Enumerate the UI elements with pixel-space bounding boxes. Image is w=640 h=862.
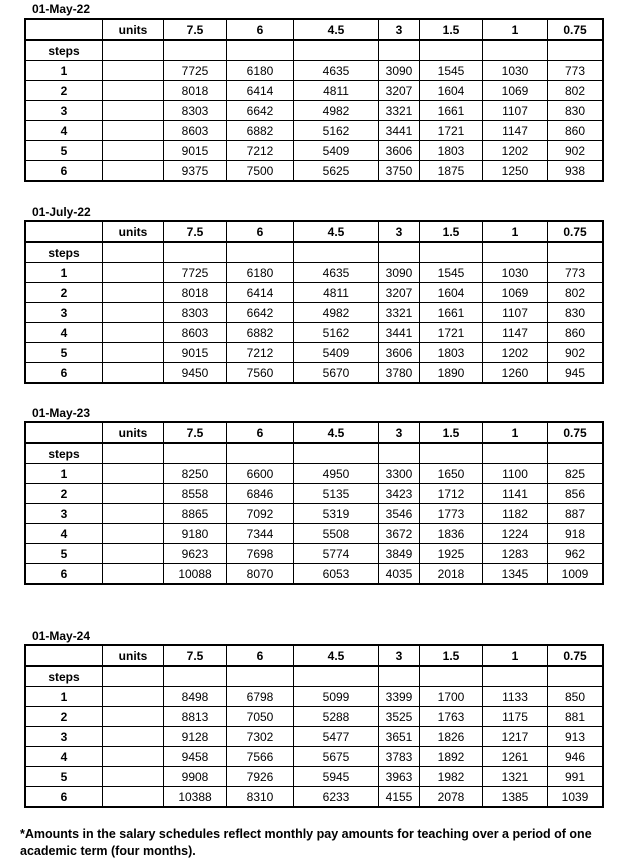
pay-cell: 5675 [294,747,379,767]
pay-cell: 8603 [164,121,227,141]
column-header: 7.5 [164,422,227,443]
pay-cell: 3606 [379,343,420,363]
column-header: 4.5 [294,645,379,666]
pay-cell: 4035 [379,564,420,585]
steps-label: steps [25,666,103,687]
table-row [25,787,603,808]
pay-cell: 6600 [227,464,294,484]
column-header: 4.5 [294,221,379,242]
table-row [25,161,603,182]
pay-cell: 1030 [483,61,548,81]
pay-cell: 1133 [483,687,548,707]
pay-cell: 1261 [483,747,548,767]
step-number: 2 [25,707,103,727]
pay-cell: 802 [548,283,604,303]
pay-cell: 860 [548,121,604,141]
pay-cell: 4982 [294,303,379,323]
column-header: 1.5 [420,645,483,666]
pay-cell: 5774 [294,544,379,564]
pay-cell: 6798 [227,687,294,707]
pay-cell: 7500 [227,161,294,182]
pay-cell: 938 [548,161,604,182]
pay-cell: 3780 [379,363,420,384]
pay-cell: 6180 [227,61,294,81]
pay-cell: 3090 [379,263,420,283]
pay-cell: 9458 [164,747,227,767]
table-row [25,101,603,121]
pay-cell: 5409 [294,343,379,363]
pay-cell: 1260 [483,363,548,384]
pay-cell: 6414 [227,81,294,101]
steps-label: steps [25,242,103,263]
pay-cell: 830 [548,303,604,323]
column-header: 0.75 [548,645,604,666]
pay-cell: 1661 [420,101,483,121]
pay-cell: 1925 [420,544,483,564]
pay-cell: 1604 [420,81,483,101]
units-label: units [103,645,164,666]
step-number: 2 [25,81,103,101]
pay-cell: 1009 [548,564,604,585]
step-number: 4 [25,323,103,343]
pay-cell: 9128 [164,727,227,747]
pay-cell: 6053 [294,564,379,585]
step-number: 2 [25,484,103,504]
column-header: 1.5 [420,422,483,443]
pay-cell: 802 [548,81,604,101]
column-header: 4.5 [294,422,379,443]
column-header: 7.5 [164,221,227,242]
schedule-date: 01-May-24 [32,629,91,643]
pay-cell: 856 [548,484,604,504]
pay-cell: 1107 [483,303,548,323]
pay-cell: 4950 [294,464,379,484]
pay-cell: 1147 [483,323,548,343]
pay-cell: 1763 [420,707,483,727]
pay-cell: 2078 [420,787,483,808]
pay-cell: 3207 [379,81,420,101]
pay-cell: 3321 [379,101,420,121]
step-number: 5 [25,343,103,363]
pay-cell: 887 [548,504,604,524]
column-header: 7.5 [164,19,227,40]
pay-cell: 6180 [227,263,294,283]
step-number: 3 [25,727,103,747]
column-header: 3 [379,422,420,443]
pay-cell: 945 [548,363,604,384]
pay-cell: 1773 [420,504,483,524]
pay-cell: 7560 [227,363,294,384]
table-row [25,263,603,283]
pay-cell: 3300 [379,464,420,484]
pay-cell: 1107 [483,101,548,121]
pay-cell: 6414 [227,283,294,303]
salary-schedule-table [24,220,604,384]
corner-cell [25,221,103,242]
pay-cell: 4635 [294,263,379,283]
pay-cell: 5477 [294,727,379,747]
step-number: 2 [25,283,103,303]
step-number: 1 [25,464,103,484]
pay-cell: 5162 [294,121,379,141]
pay-cell: 5099 [294,687,379,707]
table-row [25,283,603,303]
step-number: 5 [25,544,103,564]
pay-cell: 830 [548,101,604,121]
pay-cell: 1385 [483,787,548,808]
step-number: 3 [25,101,103,121]
pay-cell: 10088 [164,564,227,585]
pay-cell: 3321 [379,303,420,323]
pay-cell: 1030 [483,263,548,283]
pay-cell: 10388 [164,787,227,808]
pay-cell: 1661 [420,303,483,323]
header-row [25,645,603,666]
pay-cell: 946 [548,747,604,767]
pay-cell: 3441 [379,121,420,141]
pay-cell: 1545 [420,263,483,283]
pay-cell: 7725 [164,263,227,283]
table-row [25,524,603,544]
units-label: units [103,221,164,242]
pay-cell: 6882 [227,121,294,141]
pay-cell: 1039 [548,787,604,808]
pay-cell: 1803 [420,141,483,161]
column-header: 1.5 [420,221,483,242]
table-row [25,707,603,727]
pay-cell: 8603 [164,323,227,343]
steps-label: steps [25,40,103,61]
table-row [25,504,603,524]
corner-cell [25,422,103,443]
pay-cell: 3423 [379,484,420,504]
pay-cell: 902 [548,343,604,363]
table-row [25,687,603,707]
step-number: 3 [25,303,103,323]
pay-cell: 6642 [227,101,294,121]
table-row [25,727,603,747]
pay-cell: 3651 [379,727,420,747]
column-header: 0.75 [548,422,604,443]
pay-cell: 3672 [379,524,420,544]
pay-cell: 1202 [483,141,548,161]
pay-cell: 1721 [420,121,483,141]
column-header: 3 [379,221,420,242]
pay-cell: 4811 [294,81,379,101]
table-row [25,767,603,787]
column-header: 4.5 [294,19,379,40]
pay-cell: 4635 [294,61,379,81]
table-row [25,303,603,323]
step-number: 4 [25,121,103,141]
pay-cell: 1069 [483,81,548,101]
column-header: 3 [379,19,420,40]
pay-cell: 918 [548,524,604,544]
corner-cell [25,19,103,40]
pay-cell: 5162 [294,323,379,343]
column-header: 1 [483,645,548,666]
table-row [25,343,603,363]
column-header: 1.5 [420,19,483,40]
step-number: 4 [25,747,103,767]
pay-cell: 1721 [420,323,483,343]
pay-cell: 3441 [379,323,420,343]
step-number: 5 [25,767,103,787]
pay-cell: 7092 [227,504,294,524]
footnote: *Amounts in the salary schedules reflect monthly pay amounts for teaching over a period of one academic term (four months). [20,827,592,858]
column-header: 1 [483,221,548,242]
pay-cell: 1836 [420,524,483,544]
pay-cell: 3606 [379,141,420,161]
pay-cell: 5945 [294,767,379,787]
table-row [25,747,603,767]
pay-cell: 8865 [164,504,227,524]
step-number: 3 [25,504,103,524]
step-number: 4 [25,524,103,544]
header-row [25,221,603,242]
pay-cell: 3525 [379,707,420,727]
pay-cell: 9623 [164,544,227,564]
steps-label: steps [25,443,103,464]
pay-cell: 1175 [483,707,548,727]
pay-cell: 2018 [420,564,483,585]
pay-cell: 9015 [164,343,227,363]
pay-cell: 3963 [379,767,420,787]
pay-cell: 5135 [294,484,379,504]
pay-cell: 5625 [294,161,379,182]
pay-cell: 8498 [164,687,227,707]
column-header: 3 [379,645,420,666]
pay-cell: 6642 [227,303,294,323]
pay-cell: 5508 [294,524,379,544]
pay-cell: 3207 [379,283,420,303]
table-row [25,81,603,101]
pay-cell: 1604 [420,283,483,303]
step-number: 1 [25,61,103,81]
table-row [25,323,603,343]
pay-cell: 850 [548,687,604,707]
pay-cell: 6233 [294,787,379,808]
pay-cell: 7302 [227,727,294,747]
pay-cell: 1982 [420,767,483,787]
corner-cell [25,645,103,666]
pay-cell: 1321 [483,767,548,787]
column-header: 6 [227,221,294,242]
pay-cell: 8303 [164,101,227,121]
units-label: units [103,422,164,443]
pay-cell: 1826 [420,727,483,747]
pay-cell: 1803 [420,343,483,363]
pay-cell: 7050 [227,707,294,727]
pay-cell: 7566 [227,747,294,767]
pay-cell: 1345 [483,564,548,585]
pay-cell: 8070 [227,564,294,585]
pay-cell: 7212 [227,343,294,363]
pay-cell: 3399 [379,687,420,707]
pay-cell: 5288 [294,707,379,727]
pay-cell: 7212 [227,141,294,161]
table-row [25,544,603,564]
pay-cell: 6846 [227,484,294,504]
pay-cell: 825 [548,464,604,484]
pay-cell: 4982 [294,101,379,121]
pay-cell: 1712 [420,484,483,504]
pay-cell: 8310 [227,787,294,808]
pay-cell: 1892 [420,747,483,767]
schedule-date: 01-May-22 [32,2,91,16]
pay-cell: 4155 [379,787,420,808]
schedule-date: 01-May-23 [32,406,91,420]
pay-cell: 881 [548,707,604,727]
header-row [25,422,603,443]
pay-cell: 1250 [483,161,548,182]
pay-cell: 4811 [294,283,379,303]
pay-cell: 1700 [420,687,483,707]
pay-cell: 1283 [483,544,548,564]
pay-cell: 9180 [164,524,227,544]
pay-cell: 1141 [483,484,548,504]
salary-schedule-table [24,18,604,182]
pay-cell: 5670 [294,363,379,384]
salary-schedule-table [24,644,604,808]
pay-cell: 9375 [164,161,227,182]
pay-cell: 1100 [483,464,548,484]
step-number: 1 [25,687,103,707]
column-header: 0.75 [548,221,604,242]
table-row [25,61,603,81]
column-header: 7.5 [164,645,227,666]
column-header: 6 [227,645,294,666]
step-number: 6 [25,564,103,585]
table-row [25,564,603,585]
pay-cell: 991 [548,767,604,787]
pay-cell: 773 [548,263,604,283]
pay-cell: 1545 [420,61,483,81]
step-number: 1 [25,263,103,283]
pay-cell: 1147 [483,121,548,141]
pay-cell: 7725 [164,61,227,81]
table-row [25,121,603,141]
pay-cell: 3783 [379,747,420,767]
pay-cell: 1875 [420,161,483,182]
pay-cell: 1182 [483,504,548,524]
table-row [25,464,603,484]
pay-cell: 1217 [483,727,548,747]
steps-label-row [25,40,603,61]
pay-cell: 8250 [164,464,227,484]
pay-cell: 1202 [483,343,548,363]
steps-label-row [25,443,603,464]
pay-cell: 860 [548,323,604,343]
pay-cell: 8018 [164,81,227,101]
header-row [25,19,603,40]
column-header: 6 [227,422,294,443]
pay-cell: 8558 [164,484,227,504]
table-row [25,484,603,504]
pay-cell: 962 [548,544,604,564]
step-number: 6 [25,363,103,384]
pay-cell: 5409 [294,141,379,161]
pay-cell: 9015 [164,141,227,161]
pay-cell: 8018 [164,283,227,303]
table-row [25,141,603,161]
pay-cell: 1890 [420,363,483,384]
pay-cell: 9450 [164,363,227,384]
pay-cell: 3849 [379,544,420,564]
step-number: 6 [25,161,103,182]
pay-cell: 3090 [379,61,420,81]
pay-cell: 3546 [379,504,420,524]
table-row [25,363,603,384]
pay-cell: 6882 [227,323,294,343]
column-header: 1 [483,422,548,443]
pay-cell: 1650 [420,464,483,484]
pay-cell: 913 [548,727,604,747]
pay-cell: 9908 [164,767,227,787]
pay-cell: 1069 [483,283,548,303]
salary-schedule-table [24,421,604,585]
pay-cell: 7344 [227,524,294,544]
pay-cell: 5319 [294,504,379,524]
step-number: 5 [25,141,103,161]
column-header: 0.75 [548,19,604,40]
pay-cell: 1224 [483,524,548,544]
pay-cell: 3750 [379,161,420,182]
step-number: 6 [25,787,103,808]
column-header: 6 [227,19,294,40]
units-label: units [103,19,164,40]
schedule-date: 01-July-22 [32,205,91,219]
pay-cell: 902 [548,141,604,161]
pay-cell: 7926 [227,767,294,787]
steps-label-row [25,666,603,687]
pay-cell: 8813 [164,707,227,727]
steps-label-row [25,242,603,263]
column-header: 1 [483,19,548,40]
pay-cell: 773 [548,61,604,81]
pay-cell: 8303 [164,303,227,323]
pay-cell: 7698 [227,544,294,564]
